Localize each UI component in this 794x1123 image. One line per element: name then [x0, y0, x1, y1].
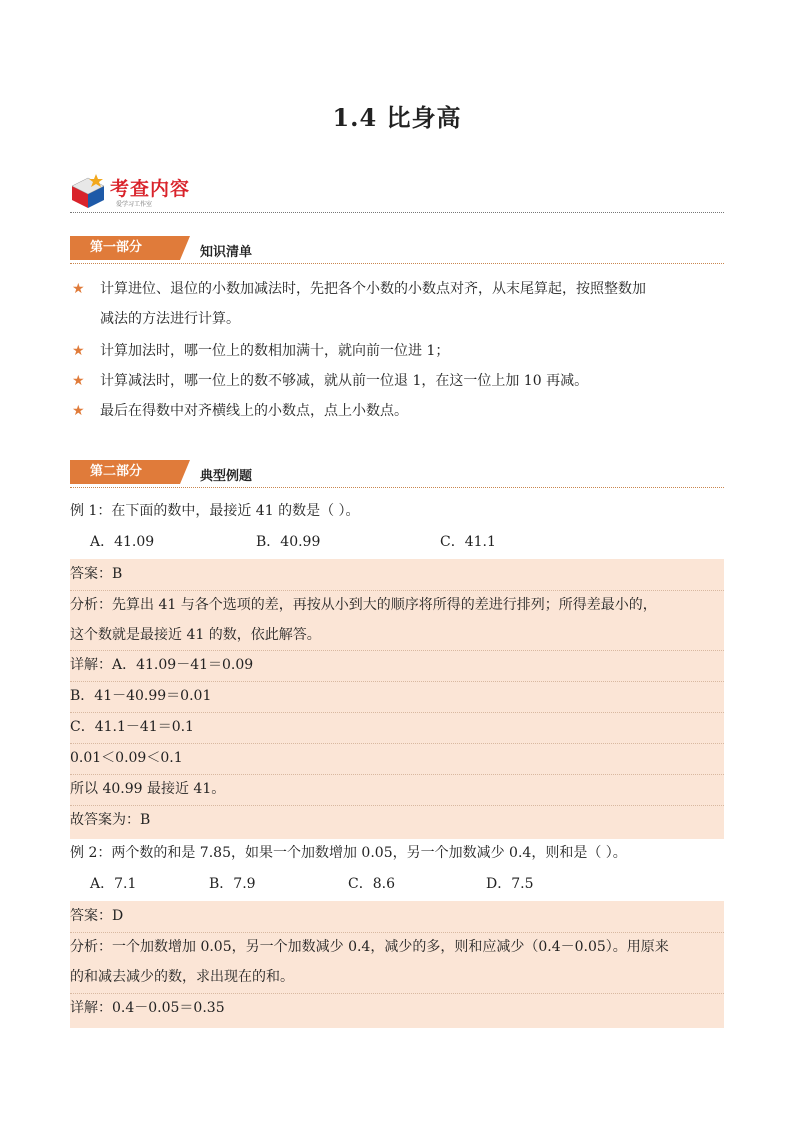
logo-subtitle: 爱学习工作室 [116, 201, 153, 208]
section-tab: 第二部分 [70, 460, 180, 484]
header-divider [70, 212, 724, 213]
section-name: 知识清单 [200, 245, 253, 260]
knowledge-text: 减法的方法进行计算。 [100, 311, 240, 327]
analysis-line: 分析：先算出 41 与各个选项的差，再按从小到大的顺序将所得的差进行排列；所得差最小的， [70, 597, 657, 613]
header-logo [70, 172, 210, 212]
knowledge-text: 计算加法时，哪一位上的数相加满十，就向前一位进 1； [100, 343, 450, 359]
detail-line: 详解：0.4－0.05＝0.35 [70, 1000, 225, 1016]
section-knowledge-header [70, 236, 724, 266]
option-c: C．8.6 [348, 876, 395, 892]
logo-title: 考查内容 [110, 178, 191, 200]
detail-line: 详解：A．41.09－41＝0.09 [70, 657, 254, 673]
star-icon: ★ [72, 281, 85, 297]
star-icon: ★ [72, 403, 85, 419]
example-2-question: 例 2：两个数的和是 7.85，如果一个加数增加 0.05，另一个加数减少 0.4，则和是（ ）。 [70, 845, 627, 861]
example-1-options [70, 527, 724, 557]
example-2-answer-box [70, 901, 724, 1028]
star-icon: ★ [72, 343, 85, 359]
option-a: A．41.09 [90, 534, 155, 550]
analysis-line: 分析：一个加数增加 0.05，另一个加数减少 0.4，减少的多，则和应减少（0.4－0.05）。用原来 [70, 939, 669, 955]
option-d: D．7.5 [486, 876, 534, 892]
knowledge-point [72, 366, 724, 396]
example-1-question: 例 1：在下面的数中，最接近 41 的数是（ ）。 [70, 503, 360, 519]
section-tab: 第一部分 [70, 236, 180, 260]
knowledge-point [72, 274, 724, 334]
option-a: A．7.1 [90, 876, 137, 892]
option-c: C．41.1 [440, 534, 496, 550]
book-star-icon [70, 172, 108, 210]
answer-line: 答案：D [70, 908, 124, 924]
star-icon: ★ [72, 373, 85, 389]
answer-line: 答案：B [70, 566, 123, 582]
analysis-line: 的和减去减少的数，求出现在的和。 [70, 969, 294, 985]
detail-line: C．41.1－41＝0.1 [70, 719, 194, 735]
knowledge-point [72, 336, 724, 366]
final-answer-line: 故答案为：B [70, 812, 151, 828]
knowledge-text: 最后在得数中对齐横线上的小数点，点上小数点。 [100, 403, 408, 419]
detail-line: B．41－40.99＝0.01 [70, 688, 212, 704]
page-title: 1.4 比身高 [332, 103, 462, 132]
example-2-options [70, 869, 724, 899]
section-examples-header [70, 460, 724, 490]
knowledge-text: 计算减法时，哪一位上的数不够减，就从前一位退 1，在这一位上加 10 再减。 [100, 373, 589, 389]
example-1-answer-box [70, 559, 724, 839]
section-underline [70, 487, 724, 488]
detail-line: 所以 40.99 最接近 41。 [70, 781, 226, 797]
section-underline [70, 263, 724, 264]
analysis-line: 这个数就是最接近 41 的数，依此解答。 [70, 627, 321, 643]
detail-line: 0.01＜0.09＜0.1 [70, 750, 183, 766]
option-b: B．40.99 [256, 534, 321, 550]
knowledge-text: 计算进位、退位的小数加减法时，先把各个小数的小数点对齐，从末尾算起，按照整数加 [100, 281, 646, 297]
knowledge-point [72, 396, 724, 426]
option-b: B．7.9 [209, 876, 256, 892]
section-name: 典型例题 [200, 469, 253, 484]
